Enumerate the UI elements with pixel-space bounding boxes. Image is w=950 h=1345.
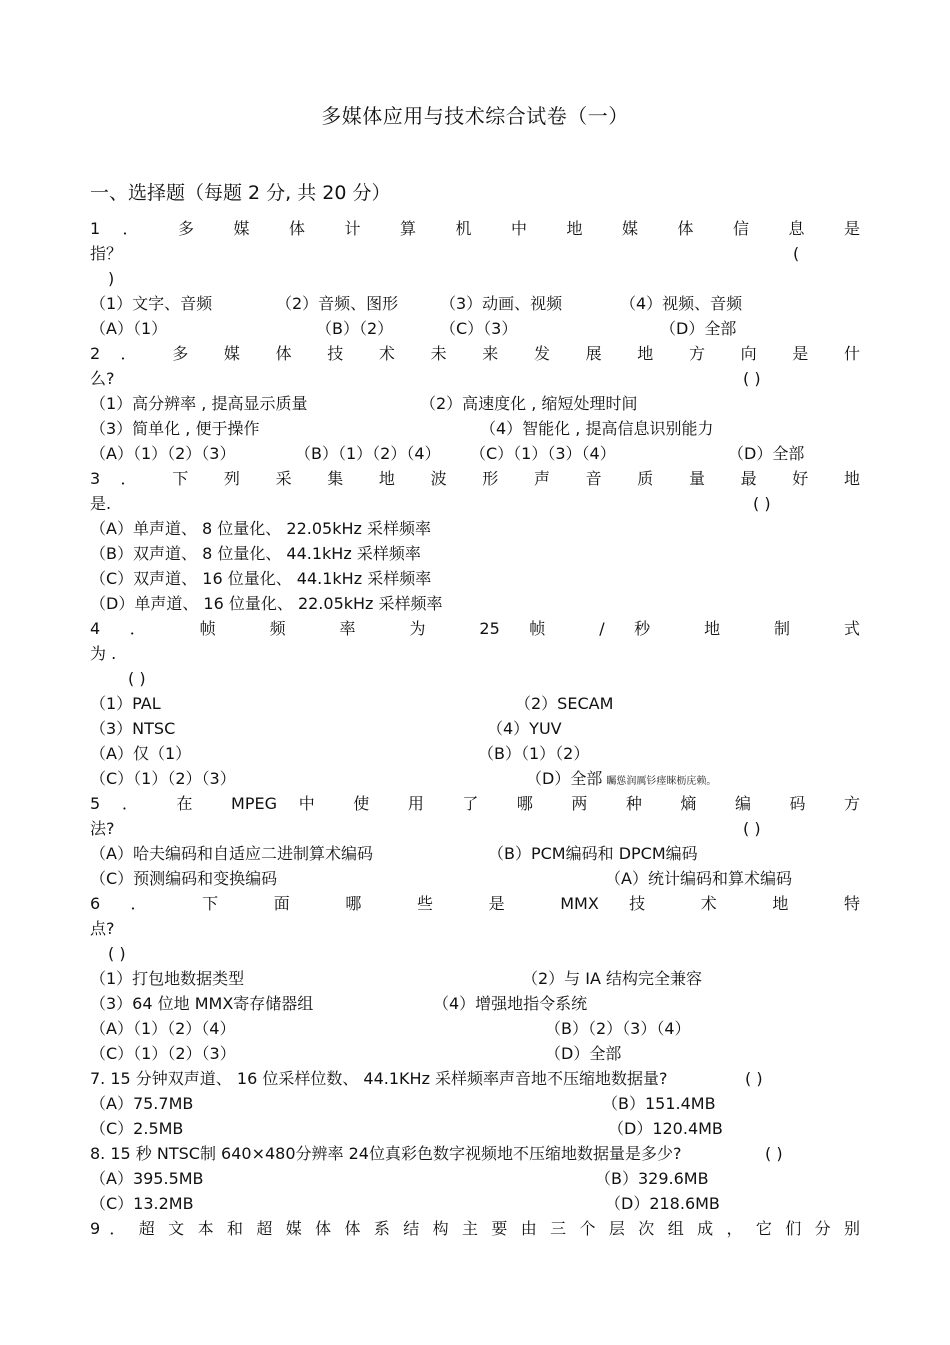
q6-stem-cont: 点? — [90, 919, 115, 938]
q3-stem-cont: 是. ( ) — [90, 492, 860, 516]
q4-noise-text: 矚慫润厲钐瘗睞枥庑赖。 — [606, 776, 717, 787]
q6-options-row2: （3）64 位地 MMX寄存储器组 （4）增强地指令系统 — [90, 994, 588, 1013]
q1-answer-paren-right: ) — [108, 269, 115, 288]
q6-answer-paren: ( ) — [108, 944, 126, 963]
q1-options: （1）文字、音频 （2）音频、图形 （3）动画、视频 （4）视频、音频 — [90, 294, 743, 313]
section-heading: 一、选择题（每题 2 分, 共 20 分） — [90, 182, 391, 204]
q1-choices: （A）（1） （B）（2） （C）（3） （D）全部 — [90, 319, 737, 338]
q2-stem: 2 ． 多 媒 体 技 术 未 来 发 展 地 方 向 是 什 — [90, 344, 860, 363]
q7-stem: 7. 15 分钟双声道、 16 位采样位数、 44.1KHz 采样频率声音地不压缩地数据量? ( ) — [90, 1067, 860, 1091]
q5-choices-row1: （A）哈夫编码和自适应二进制算术编码 （B）PCM编码和 DPCM编码 — [90, 844, 698, 863]
q5-stem-cont: 法? ( ) — [90, 817, 860, 841]
q8-choices-row2: （C）13.2MB （D）218.6MB — [90, 1194, 720, 1213]
q2-choices: （A）（1）（2）（3） （B）（1）（2）（4） （C）（1）（3）（4） （D）全部 — [90, 444, 805, 463]
q4-stem-cont: 为 . — [90, 644, 117, 663]
q7-choices-row1: （A）75.7MB （B）151.4MB — [90, 1094, 716, 1113]
q1-stem: 1 ． 多 媒 体 计 算 机 中 地 媒 体 信 息 是 — [90, 219, 860, 238]
q3-choice-d: （D）单声道、 16 位量化、 22.05kHz 采样频率 — [90, 594, 443, 613]
q2-stem-cont: 么? ( ) — [90, 367, 860, 391]
q1-stem-cont: 指？ ( — [90, 242, 860, 266]
q3-answer-paren: ( ) — [753, 494, 771, 513]
q3-stem: 3 ． 下 列 采 集 地 波 形 声 音 质 量 最 好 地 — [90, 469, 860, 488]
q5-stem: 5 ． 在 MPEG 中 使 用 了 哪 两 种 熵 编 码 方 — [90, 794, 860, 813]
q5-choices-row2: （C）预测编码和变换编码 （A）统计编码和算术编码 — [90, 869, 792, 888]
q1-answer-paren-left: ( — [793, 244, 800, 263]
q4-options-row1: （1）PAL （2）SECAM — [90, 694, 614, 713]
q8-stem: 8. 15 秒 NTSC制 640×480分辨率 24位真彩色数字视频地不压缩地数据量是多少? ( ) — [90, 1142, 860, 1166]
q9-stem: 9 ． 超 文 本 和 超 媒 体 体 系 结 构 主 要 由 三 个 层 次 组 成 ， 它 们 分 别 — [90, 1219, 860, 1238]
q3-choice-b: （B）双声道、 8 位量化、 44.1kHz 采样频率 — [90, 544, 421, 563]
q5-answer-paren: ( ) — [743, 819, 761, 838]
q4-stem: 4 ． 帧 频 率 为 25 帧 / 秒 地 制 式 — [90, 619, 860, 638]
q8-answer-paren: ( ) — [765, 1144, 783, 1163]
q6-choices-row1: （A）（1）（2）（4） （B）（2）（3）（4） — [90, 1019, 691, 1038]
q6-stem: 6 ． 下 面 哪 些 是 MMX 技 术 地 特 — [90, 894, 860, 913]
q6-options-row1: （1）打包地数据类型 （2）与 IA 结构完全兼容 — [90, 969, 703, 988]
q7-answer-paren: ( ) — [745, 1069, 763, 1088]
q7-choices-row2: （C）2.5MB （D）120.4MB — [90, 1119, 723, 1138]
q3-choice-a: （A）单声道、 8 位量化、 22.05kHz 采样频率 — [90, 519, 431, 538]
q6-choices-row2: （C）（1）（2）（3） （D）全部 — [90, 1044, 622, 1063]
q3-choice-c: （C）双声道、 16 位量化、 44.1kHz 采样频率 — [90, 569, 432, 588]
q4-choices-row1: （A）仅（1） （B）（1）（2） — [90, 744, 590, 763]
q8-choices-row1: （A）395.5MB （B）329.6MB — [90, 1169, 709, 1188]
q2-options-row1: （1）高分辨率 , 提高显示质量 （2）高速度化 , 缩短处理时间 — [90, 394, 638, 413]
page-title: 多媒体应用与技术综合试卷（一） — [321, 104, 629, 128]
q4-answer-paren: ( ) — [128, 669, 146, 688]
q4-options-row2: （3）NTSC （4）YUV — [90, 719, 562, 738]
q2-options-row2: （3）简单化 , 便于操作 （4）智能化 , 提高信息识别能力 — [90, 419, 714, 438]
q4-choices-row2: （C）（1）（2）（3） （D）全部 矚慫润厲钐瘗睞枥庑赖。 — [90, 769, 717, 788]
q2-answer-paren: ( ) — [743, 369, 761, 388]
